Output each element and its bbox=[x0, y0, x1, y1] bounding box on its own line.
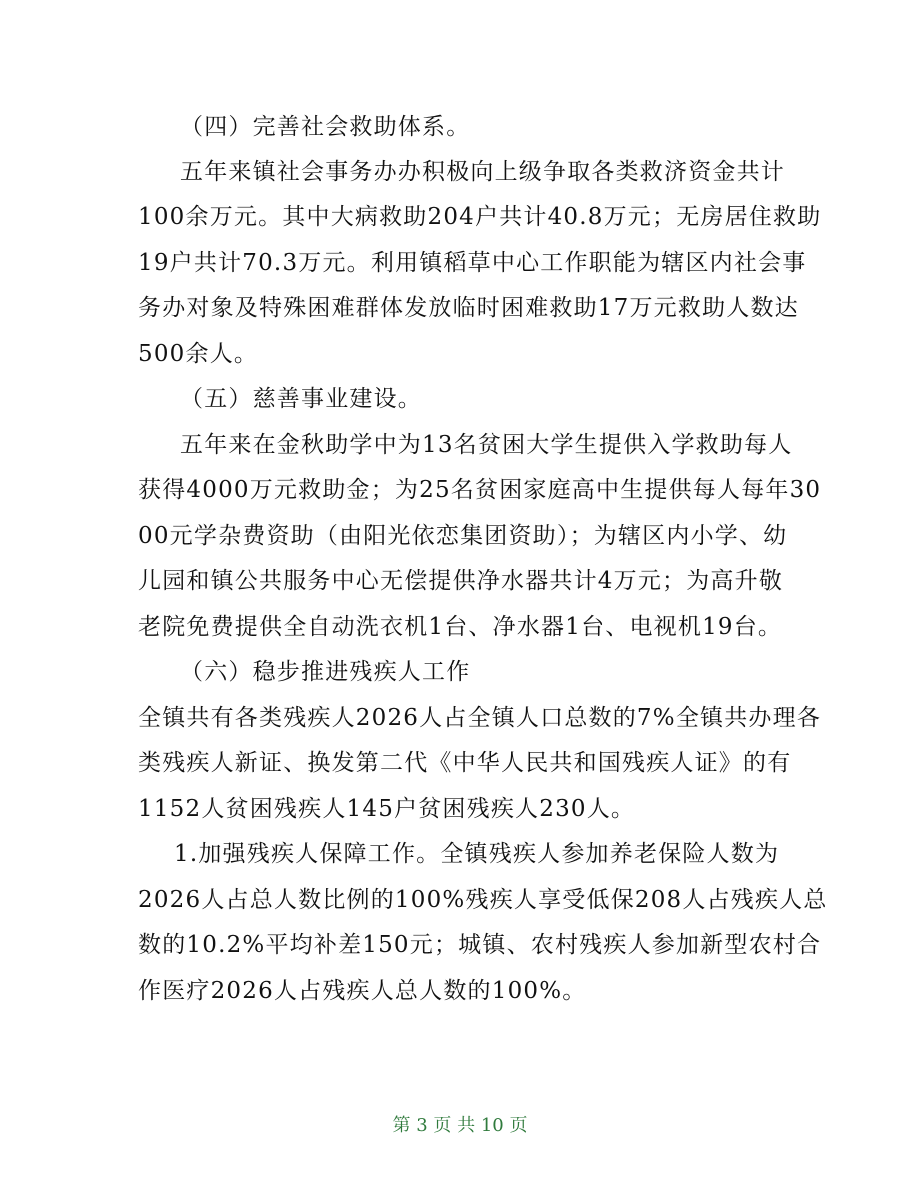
heading-disability-work: （六）稳步推进残疾人工作 bbox=[180, 659, 471, 685]
paragraph-line: 老院免费提供全自动洗衣机1台、净水器1台、电视机19台。 bbox=[138, 614, 783, 640]
subheading-disability-security: 1.加强残疾人保障工作。全镇残疾人参加养老保险人数为 bbox=[174, 841, 780, 867]
paragraph-line: 务办对象及特殊困难群体发放临时困难救助17万元救助人数达 bbox=[138, 295, 799, 321]
paragraph-line: 儿园和镇公共服务中心无偿提供净水器共计4万元；为高升敬 bbox=[138, 568, 784, 594]
paragraph-line: 获得4000万元救助金；为25名贫困家庭高中生提供每人每年30 bbox=[138, 477, 822, 503]
paragraph-line: 类残疾人新证、换发第二代《中华人民共和国残疾人证》的有 bbox=[138, 750, 792, 776]
paragraph-line: 全镇共有各类残疾人2026人占全镇人口总数的7%全镇共办理各 bbox=[138, 705, 822, 731]
heading-charity: （五）慈善事业建设。 bbox=[180, 386, 422, 412]
paragraph-line: 1152人贫困残疾人145户贫困残疾人230人。 bbox=[138, 796, 636, 822]
paragraph-line: 五年来在金秋助学中为13名贫困大学生提供入学救助每人 bbox=[180, 432, 793, 458]
paragraph-line: 2026人占总人数比例的100%残疾人享受低保208人占残疾人总 bbox=[138, 887, 828, 913]
paragraph-line: 500余人。 bbox=[138, 341, 259, 367]
paragraph-line: 五年来镇社会事务办办积极向上级争取各类救济资金共计 bbox=[180, 159, 785, 185]
paragraph-line: 数的10.2%平均补差150元；城镇、农村残疾人参加新型农村合 bbox=[138, 932, 822, 958]
page-number-footer: 第 3 页 共 10 页 bbox=[392, 1115, 528, 1136]
paragraph-line: 00元学杂费资助（由阳光依恋集团资助）；为辖区内小学、幼 bbox=[138, 523, 788, 549]
paragraph-line: 100余万元。其中大病救助204户共计40.8万元；无房居住救助 bbox=[138, 204, 822, 230]
paragraph-line: 作医疗2026人占残疾人总人数的100%。 bbox=[138, 978, 587, 1004]
heading-social-assistance: （四）完善社会救助体系。 bbox=[180, 114, 471, 140]
paragraph-line: 19户共计70.3万元。利用镇稻草中心工作职能为辖区内社会事 bbox=[138, 250, 807, 276]
